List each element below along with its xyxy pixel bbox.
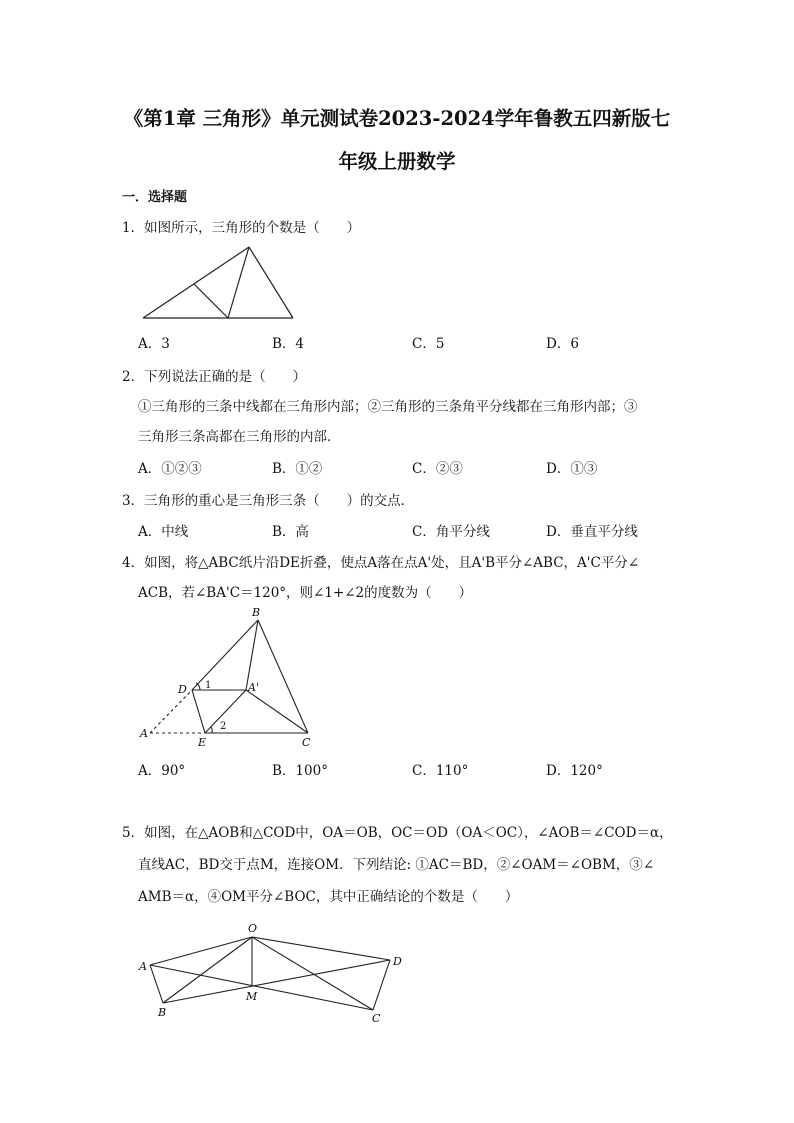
q4-option-d: D．120° [546, 763, 603, 779]
q4-label-C: C [302, 736, 311, 749]
q3-option-b: B．高 [272, 524, 309, 540]
q4-option-c: C．110° [412, 763, 469, 779]
q1-option-a: A．3 [138, 336, 170, 352]
q5-line-AO [150, 937, 252, 965]
q4-label-A-prime: A' [248, 681, 259, 694]
q4-label-angle-2: 2 [220, 721, 227, 732]
q5-label-M: M [246, 990, 258, 1003]
question-5-stem-line-1: 5．如图，在△AOB和△COD中，OA＝OB，OC＝OD（OA＜OC），∠AOB＝∠COD＝α， [122, 825, 673, 841]
question-1-stem: 1．如图所示，三角形的个数是（ ） [122, 220, 361, 236]
question-2-stem-line-2: ①三角形的三条中线都在三角形内部；②三角形的三条角平分线都在三角形内部；③ [138, 399, 638, 415]
q2-option-b: B．①② [272, 461, 323, 477]
question-4-stem-line-2: ACB，若∠BA'C＝120°，则∠1+∠2的度数为（ ） [138, 585, 473, 601]
section-heading: 一．选择题 [122, 190, 188, 205]
q1-option-d: D．6 [546, 336, 579, 352]
q2-option-a: A．①②③ [138, 461, 202, 477]
q1-option-c: C．5 [412, 336, 445, 352]
page-title-line-2: 年级上册数学 [338, 150, 456, 173]
question-5-stem-line-3: AMB＝α，④OM平分∠BOC，其中正确结论的个数是（ ） [138, 889, 519, 905]
q3-option-d: D．垂直平分线 [546, 524, 638, 540]
q5-label-B: B [158, 1006, 167, 1019]
q4-label-A: A [140, 727, 148, 740]
question-2-stem-line-3: 三角形三条高都在三角形的内部． [138, 429, 341, 445]
q5-line-DC [373, 960, 390, 1010]
q2-option-c: C．②③ [412, 461, 463, 477]
q3-option-c: C．角平分线 [412, 524, 490, 540]
q1-option-b: B．4 [272, 336, 305, 352]
q5-label-O: O [248, 922, 258, 935]
question-2-stem-line-1: 2．下列说法正确的是（ ） [122, 369, 307, 385]
q4-option-a: A．90° [138, 763, 186, 779]
q5-line-BD [163, 960, 390, 1003]
page-title-line-1: 《第1章 三角形》单元测试卷2023-2024学年鲁教五四新版七 [123, 107, 671, 130]
q4-option-b: B．100° [272, 763, 328, 779]
q5-line-OD [252, 937, 390, 960]
q5-label-A: A [139, 960, 147, 973]
question-3-stem: 3．三角形的重心是三角形三条（ ）的交点． [122, 493, 415, 509]
question-4-stem-line-1: 4．如图，将△ABC纸片沿DE折叠，使点A落在点A'处，且A'B平分∠ABC，A'C平分∠ [122, 555, 640, 571]
q5-label-D: D [393, 955, 402, 968]
q4-label-D: D [178, 683, 187, 696]
q5-line-AB [150, 965, 163, 1003]
question-5-stem-line-2: 直线AC，BD交于点M，连接OM．下列结论: ①AC＝BD，②∠OAM＝∠OBM，③∠ [138, 857, 655, 873]
q5-line-OC [252, 937, 373, 1010]
q5-label-C: C [372, 1012, 381, 1025]
q4-label-angle-1: 1 [205, 680, 212, 691]
q2-option-d: D．①③ [546, 461, 598, 477]
q4-label-E: E [198, 736, 207, 749]
q3-option-a: A．中线 [138, 524, 189, 540]
q4-label-B: B [252, 606, 261, 619]
